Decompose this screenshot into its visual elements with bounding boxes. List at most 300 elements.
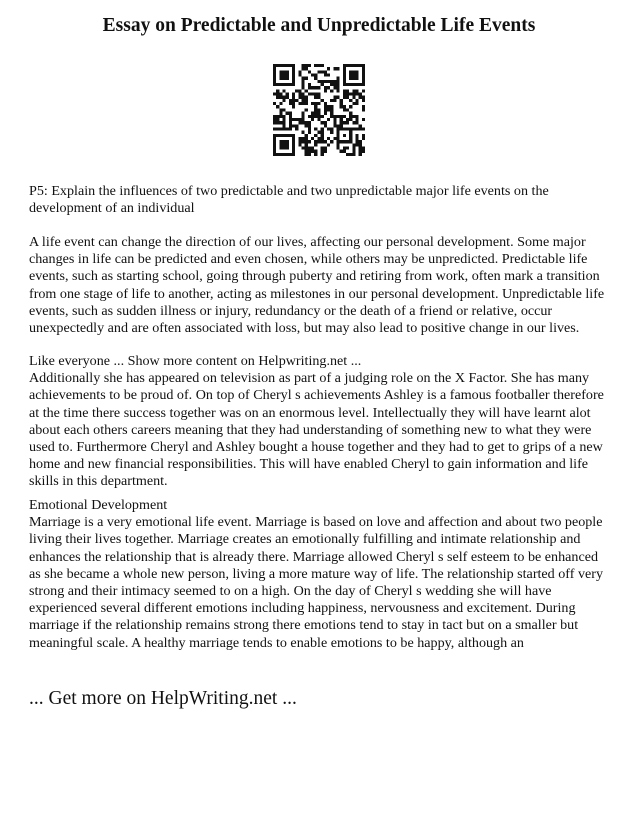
qr-module	[346, 127, 349, 130]
paragraph-line: Additionally she has appeared on television as part of a judging role on the X Factor. She has many	[29, 370, 590, 387]
qr-module	[314, 127, 317, 130]
qr-module	[333, 67, 336, 70]
qr-module	[302, 140, 305, 143]
paragraph-line: achievements to be proud of. On top of Cheryl s achievements Ashley is a famous footballer therefore	[29, 387, 604, 404]
qr-module	[279, 134, 282, 137]
qr-module	[336, 131, 339, 134]
qr-module	[276, 96, 279, 99]
qr-module	[286, 96, 289, 99]
qr-module	[314, 102, 317, 105]
paragraph-line: experienced several different emotions including happiness, nervousness and excitement. During	[29, 600, 576, 617]
qr-module	[362, 105, 365, 108]
qr-module	[359, 143, 362, 146]
qr-module	[359, 124, 362, 127]
paragraph-line: from one stage of life to another, acting as milestones in our personal development. Unpredictable life	[29, 285, 605, 302]
qr-module	[343, 64, 346, 67]
qr-module	[298, 93, 301, 96]
qr-module	[292, 124, 295, 127]
qr-module	[343, 96, 346, 99]
qr-module	[283, 124, 286, 127]
qr-module	[346, 96, 349, 99]
qr-module	[324, 70, 327, 73]
qr-module	[286, 143, 289, 146]
qr-module	[314, 153, 317, 156]
qr-module	[343, 89, 346, 92]
paragraph-line: living their lives together. Marriage creates an emotionally fulfilling and intimate relationship and	[29, 531, 581, 548]
prompt-line: P5: Explain the influences of two predictable and two unpredictable major life events on the	[29, 183, 549, 199]
qr-module	[292, 134, 295, 137]
qr-module	[283, 143, 286, 146]
qr-module	[302, 102, 305, 105]
qr-module	[305, 77, 308, 80]
qr-module	[330, 140, 333, 143]
qr-module	[346, 93, 349, 96]
qr-module	[305, 146, 308, 149]
qr-module	[321, 127, 324, 130]
qr-module	[324, 74, 327, 77]
qr-module	[302, 146, 305, 149]
qr-module	[308, 127, 311, 130]
qr-module	[340, 115, 343, 118]
qr-module	[352, 96, 355, 99]
qr-module	[286, 153, 289, 156]
qr-module	[276, 93, 279, 96]
qr-module	[283, 108, 286, 111]
qr-module	[279, 143, 282, 146]
qr-module	[349, 118, 352, 121]
qr-module	[273, 153, 276, 156]
qr-module	[289, 112, 292, 115]
qr-module	[314, 93, 317, 96]
paragraph-line: changes in life can be predicted and even chosen, while others may be unpredicted. Predictable life	[29, 251, 588, 268]
qr-module	[273, 80, 276, 83]
qr-module	[279, 112, 282, 115]
qr-module	[276, 83, 279, 86]
qr-module	[314, 115, 317, 118]
qr-module	[336, 127, 339, 130]
qr-module	[292, 64, 295, 67]
qr-module	[336, 146, 339, 149]
section-heading: Emotional Development	[29, 497, 168, 513]
qr-module	[292, 143, 295, 146]
qr-module	[324, 140, 327, 143]
qr-module	[349, 70, 352, 73]
qr-module	[352, 70, 355, 73]
qr-module	[286, 93, 289, 96]
qr-module	[362, 96, 365, 99]
qr-module	[349, 140, 352, 143]
qr-module	[362, 70, 365, 73]
qr-module	[302, 86, 305, 89]
qr-module	[333, 137, 336, 140]
qr-module	[355, 64, 358, 67]
qr-module	[273, 64, 276, 67]
qr-module	[308, 146, 311, 149]
qr-module	[302, 112, 305, 115]
qr-module	[333, 80, 336, 83]
qr-module	[289, 64, 292, 67]
qr-module	[336, 86, 339, 89]
qr-module	[279, 83, 282, 86]
qr-module	[349, 93, 352, 96]
qr-module	[308, 64, 311, 67]
qr-module	[305, 89, 308, 92]
qr-module	[352, 77, 355, 80]
qr-module	[355, 89, 358, 92]
qr-module	[273, 134, 276, 137]
qr-module	[330, 131, 333, 134]
qr-module	[321, 153, 324, 156]
qr-module	[355, 143, 358, 146]
qr-module	[355, 134, 358, 137]
qr-module	[362, 67, 365, 70]
qr-module	[279, 121, 282, 124]
qr-module	[286, 112, 289, 115]
paragraph-line: at the time there success together was on an enormous level. Intellectually they will have learnt alot	[29, 404, 591, 421]
qr-module	[362, 83, 365, 86]
qr-module	[324, 80, 327, 83]
qr-module	[336, 80, 339, 83]
qr-module	[286, 140, 289, 143]
qr-module	[359, 146, 362, 149]
qr-module	[352, 115, 355, 118]
qr-module	[324, 124, 327, 127]
assignment-prompt	[29, 183, 611, 217]
qr-module	[273, 93, 276, 96]
qr-module	[286, 146, 289, 149]
qr-module	[346, 108, 349, 111]
qr-module	[314, 105, 317, 108]
qr-module	[283, 146, 286, 149]
qr-module	[279, 74, 282, 77]
qr-module	[327, 105, 330, 108]
qr-module	[286, 83, 289, 86]
qr-module	[340, 102, 343, 105]
qr-module	[292, 137, 295, 140]
paragraph-line: strong and their intimacy seemed to on a high. On the day of Cheryl s wedding she will have	[29, 583, 552, 600]
qr-module	[283, 64, 286, 67]
qr-module	[276, 89, 279, 92]
qr-module	[314, 96, 317, 99]
qr-module	[321, 140, 324, 143]
qr-module	[317, 112, 320, 115]
qr-module	[336, 140, 339, 143]
paragraph-line: home and new financial responsibilities. This will have enabled Cheryl to gain information and life	[29, 456, 589, 473]
qr-module	[273, 67, 276, 70]
qr-module	[311, 86, 314, 89]
qr-module	[302, 64, 305, 67]
qr-module	[327, 143, 330, 146]
qr-module	[336, 77, 339, 80]
qr-module	[276, 105, 279, 108]
qr-module	[333, 124, 336, 127]
qr-module	[311, 102, 314, 105]
qr-module	[292, 96, 295, 99]
qr-module	[340, 124, 343, 127]
qr-module	[327, 108, 330, 111]
qr-module	[359, 140, 362, 143]
qr-module	[317, 115, 320, 118]
qr-module	[273, 74, 276, 77]
paragraph-line: about each others careers meaning that they had understanding of something new to what they were	[29, 421, 592, 438]
qr-module	[289, 153, 292, 156]
qr-module	[362, 150, 365, 153]
qr-module	[289, 121, 292, 124]
qr-module	[333, 96, 336, 99]
qr-module	[349, 127, 352, 130]
qr-module	[302, 67, 305, 70]
qr-module	[362, 146, 365, 149]
qr-module	[292, 150, 295, 153]
qr-module	[311, 150, 314, 153]
qr-module	[302, 115, 305, 118]
qr-module	[314, 112, 317, 115]
qr-module	[308, 83, 311, 86]
qr-module	[352, 127, 355, 130]
qr-module	[305, 102, 308, 105]
qr-module	[355, 121, 358, 124]
get-more-link[interactable]: ... Get more on HelpWriting.net ...	[29, 688, 297, 709]
qr-module	[362, 127, 365, 130]
paragraph-line: meaningful scale. A healthy marriage tends to enable emotions to be happy, although an	[29, 634, 524, 651]
qr-module	[355, 99, 358, 102]
qr-module	[321, 131, 324, 134]
qr-module	[355, 93, 358, 96]
qr-module	[330, 115, 333, 118]
qr-module	[292, 77, 295, 80]
qr-module	[289, 118, 292, 121]
paragraph-line: Marriage is a very emotional life event. Marriage is based on love and affection and about two people	[29, 514, 603, 531]
qr-module	[283, 77, 286, 80]
qr-module	[279, 127, 282, 130]
qr-module	[302, 80, 305, 83]
qr-module	[321, 146, 324, 149]
qr-module	[346, 89, 349, 92]
qr-module	[327, 118, 330, 121]
qr-module	[352, 93, 355, 96]
qr-module	[292, 99, 295, 102]
qr-module	[279, 96, 282, 99]
qr-module	[314, 108, 317, 111]
qr-module	[317, 70, 320, 73]
qr-module	[324, 150, 327, 153]
paragraph-line: events, such as sudden illness or injury, redundancy or the death of a friend or relative, occur	[29, 302, 553, 319]
qr-module	[279, 64, 282, 67]
qr-module	[355, 77, 358, 80]
qr-module	[317, 86, 320, 89]
paragraph-line: Like everyone ... Show more content on Helpwriting.net ...	[29, 353, 362, 369]
qr-module	[298, 102, 301, 105]
qr-module	[324, 89, 327, 92]
qr-module	[305, 64, 308, 67]
qr-module	[279, 153, 282, 156]
qr-module	[273, 137, 276, 140]
qr-module	[324, 108, 327, 111]
qr-module	[308, 115, 311, 118]
qr-module	[330, 99, 333, 102]
qr-module	[308, 93, 311, 96]
qr-module	[276, 64, 279, 67]
qr-module	[343, 115, 346, 118]
qr-module	[283, 115, 286, 118]
qr-module	[308, 121, 311, 124]
qr-module	[362, 77, 365, 80]
qr-module	[352, 146, 355, 149]
qr-module	[276, 118, 279, 121]
qr-module	[321, 137, 324, 140]
paragraph-line: marriage if the relationship remains strong there emotions tend to stay in tact but on a smaller but	[29, 617, 579, 634]
qr-module	[340, 150, 343, 153]
qr-module	[343, 140, 346, 143]
qr-module	[302, 93, 305, 96]
qr-module	[283, 99, 286, 102]
qr-module	[292, 102, 295, 105]
qr-module	[362, 64, 365, 67]
qr-module	[305, 143, 308, 146]
paragraph-line: events, such as starting school, going through puberty and retiring from work, often mark a transition	[29, 268, 600, 285]
qr-module	[330, 108, 333, 111]
qr-module	[289, 124, 292, 127]
qr-module	[324, 102, 327, 105]
qr-module	[295, 127, 298, 130]
qr-module	[273, 143, 276, 146]
qr-module	[302, 118, 305, 121]
qr-module	[305, 137, 308, 140]
qr-module	[298, 140, 301, 143]
qr-module	[317, 80, 320, 83]
qr-module	[321, 70, 324, 73]
qr-module	[330, 80, 333, 83]
qr-module	[333, 83, 336, 86]
qr-module	[286, 64, 289, 67]
qr-module	[352, 74, 355, 77]
qr-module	[305, 134, 308, 137]
qr-module	[336, 89, 339, 92]
qr-module	[305, 99, 308, 102]
qr-module	[333, 121, 336, 124]
qr-module	[352, 143, 355, 146]
qr-module	[283, 134, 286, 137]
qr-module	[352, 150, 355, 153]
qr-module	[292, 93, 295, 96]
qr-module	[343, 108, 346, 111]
qr-module	[311, 137, 314, 140]
qr-module	[311, 146, 314, 149]
qr-module	[336, 137, 339, 140]
qr-module	[333, 86, 336, 89]
qr-module	[349, 74, 352, 77]
qr-module	[276, 121, 279, 124]
qr-module	[292, 118, 295, 121]
paragraph-line: skills in this department.	[29, 473, 168, 490]
qr-module	[311, 93, 314, 96]
qr-module	[298, 118, 301, 121]
qr-module	[292, 153, 295, 156]
qr-module	[317, 118, 320, 121]
qr-module	[362, 118, 365, 121]
qr-module	[330, 127, 333, 130]
paragraph-line: enhances the relationship that is already there. Marriage allowed Cheryl s self esteem to be enhanced	[29, 548, 599, 565]
qr-module	[279, 70, 282, 73]
qr-module	[355, 70, 358, 73]
qr-module	[352, 64, 355, 67]
qr-module	[305, 140, 308, 143]
qr-module	[359, 96, 362, 99]
qr-module	[276, 115, 279, 118]
qr-module	[279, 77, 282, 80]
qr-module	[349, 64, 352, 67]
qr-module	[362, 89, 365, 92]
qr-module	[305, 124, 308, 127]
qr-module	[346, 146, 349, 149]
qr-module	[352, 153, 355, 156]
qr-module	[308, 124, 311, 127]
qr-module	[305, 96, 308, 99]
qr-module	[346, 118, 349, 121]
qr-module	[355, 102, 358, 105]
qr-module	[343, 150, 346, 153]
qr-module	[349, 77, 352, 80]
qr-module	[273, 118, 276, 121]
qr-module	[292, 140, 295, 143]
qr-module	[343, 121, 346, 124]
qr-module	[355, 140, 358, 143]
qr-module	[327, 80, 330, 83]
qr-module	[336, 134, 339, 137]
qr-module	[333, 118, 336, 121]
qr-module	[273, 115, 276, 118]
qr-module	[308, 70, 311, 73]
qr-module	[355, 118, 358, 121]
qr-module	[273, 127, 276, 130]
document-title: Essay on Predictable and Unpredictable Life Events	[102, 15, 536, 36]
qr-module	[355, 127, 358, 130]
qr-module	[283, 140, 286, 143]
qr-module	[324, 86, 327, 89]
qr-module	[343, 105, 346, 108]
qr-module	[343, 146, 346, 149]
qr-module	[283, 127, 286, 130]
qr-module	[346, 121, 349, 124]
qr-module	[317, 64, 320, 67]
qr-module	[324, 121, 327, 124]
qr-module	[289, 127, 292, 130]
qr-module	[311, 74, 314, 77]
qr-module	[336, 96, 339, 99]
qr-module	[330, 89, 333, 92]
paragraph-line: used to. Furthermore Cheryl and Ashley bought a house together and they had to get to grips of a new	[29, 439, 603, 456]
qr-code-icon	[273, 64, 365, 156]
qr-module	[289, 99, 292, 102]
qr-module	[359, 150, 362, 153]
qr-module	[286, 127, 289, 130]
qr-module	[295, 89, 298, 92]
qr-module	[349, 112, 352, 115]
qr-module	[352, 102, 355, 105]
qr-module	[327, 86, 330, 89]
qr-module	[330, 112, 333, 115]
qr-module	[292, 70, 295, 73]
paragraph-introduction	[29, 234, 611, 337]
qr-module	[273, 140, 276, 143]
qr-module	[330, 105, 333, 108]
qr-module	[349, 99, 352, 102]
qr-module	[330, 83, 333, 86]
qr-module	[317, 137, 320, 140]
qr-module	[346, 83, 349, 86]
paragraph-intellectual	[29, 353, 611, 491]
qr-module	[327, 67, 330, 70]
